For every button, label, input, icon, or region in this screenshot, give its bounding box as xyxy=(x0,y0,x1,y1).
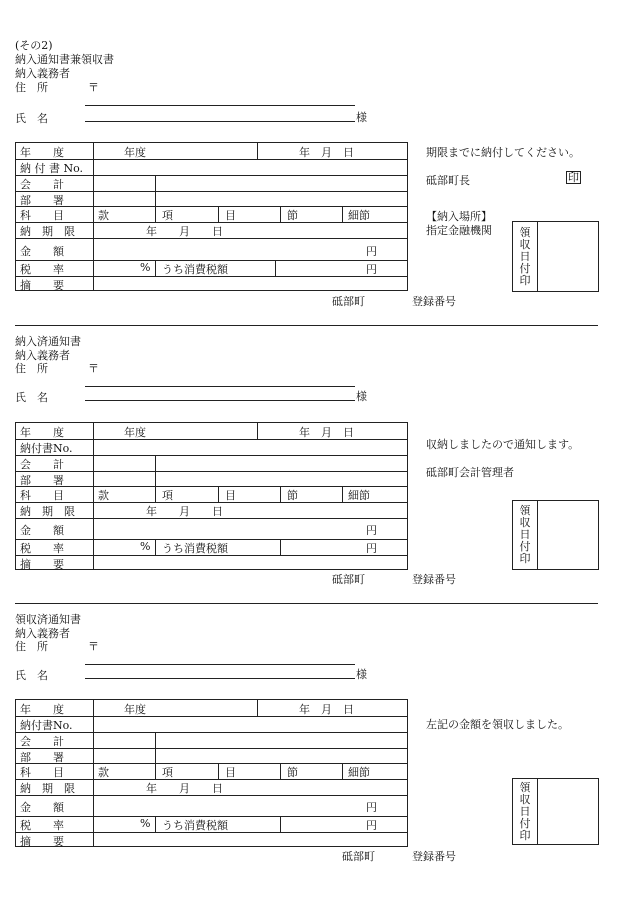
payer-label: 納入義務者 xyxy=(15,349,70,362)
yen-label: 円 xyxy=(366,524,377,537)
section1-title: 納入通知書兼領収書 xyxy=(15,53,114,66)
city-label: 砥部町 xyxy=(342,850,375,863)
stamp-char: 領 xyxy=(519,225,531,239)
name-label: 氏 名 xyxy=(15,112,48,125)
address-label: 住 所 xyxy=(15,81,48,94)
amount-label: 金 額 xyxy=(20,524,64,537)
subject-label: 科 目 xyxy=(20,209,64,222)
stamp-char: 付 xyxy=(519,816,531,830)
department-label: 部 署 xyxy=(20,194,64,207)
consumption-tax-label: うち消費税額 xyxy=(162,542,228,555)
deadline-date: 年 月 日 xyxy=(146,225,223,238)
part-label: (その2) xyxy=(15,39,53,52)
account-label: 会 計 xyxy=(20,178,64,191)
receipt-stamp-box xyxy=(512,778,599,845)
section-divider xyxy=(15,603,598,604)
account-label: 会 計 xyxy=(20,458,64,471)
stamp-char: 印 xyxy=(519,552,531,565)
kou-label: 項 xyxy=(162,766,173,779)
setsu-label: 節 xyxy=(287,489,298,502)
postal-mark: 〒 xyxy=(88,81,99,94)
yen-label: 円 xyxy=(366,263,377,276)
stamp-char: 収 xyxy=(519,237,531,251)
tax-rate-label: 税 率 xyxy=(20,819,64,832)
moku-label: 目 xyxy=(225,209,236,222)
percent-label: % xyxy=(140,540,151,553)
stamp-char: 収 xyxy=(519,792,531,806)
notice-no-label: 納付書No. xyxy=(20,442,73,455)
date-label: 年 月 日 xyxy=(299,146,354,159)
note-bank: 指定金融機関 xyxy=(426,224,492,237)
yen-label: 円 xyxy=(366,801,377,814)
year-value: 年度 xyxy=(124,146,146,159)
memo-label: 摘 要 xyxy=(20,835,64,848)
stamp-char: 日 xyxy=(519,249,531,263)
postal-mark: 〒 xyxy=(88,362,99,375)
deadline-label: 納 期 限 xyxy=(20,782,75,795)
city-label: 砥部町 xyxy=(332,295,365,308)
name-line xyxy=(85,121,355,122)
registration-label: 登録番号 xyxy=(412,573,456,586)
receipt-stamp-box xyxy=(512,500,599,570)
address-label: 住 所 xyxy=(15,640,48,653)
kan-label: 款 xyxy=(98,766,109,779)
memo-label: 摘 要 xyxy=(20,558,64,571)
kan-label: 款 xyxy=(98,209,109,222)
name-label: 氏 名 xyxy=(15,391,48,404)
saisetsu-label: 細節 xyxy=(348,766,370,779)
stamp-char: 領 xyxy=(519,780,531,794)
kou-label: 項 xyxy=(162,489,173,502)
year-label: 年 度 xyxy=(20,146,64,159)
yen-label: 円 xyxy=(366,542,377,555)
honorific: 様 xyxy=(356,390,367,403)
stamp-char: 印 xyxy=(519,828,531,842)
notice-no-label: 納 付 書 No. xyxy=(20,162,84,175)
stamp-char: 収 xyxy=(519,516,531,529)
year-value: 年度 xyxy=(124,703,146,716)
section2-title: 納入済通知書 xyxy=(15,335,81,348)
percent-label: % xyxy=(140,261,151,274)
section3-title: 領収済通知書 xyxy=(15,613,81,626)
stamp-char: 領 xyxy=(519,504,531,517)
notice-table-1 xyxy=(15,142,408,291)
percent-label: % xyxy=(140,817,151,830)
setsu-label: 節 xyxy=(287,209,298,222)
year-value: 年度 xyxy=(124,426,146,439)
amount-label: 金 額 xyxy=(20,801,64,814)
yen-label: 円 xyxy=(366,819,377,832)
name-line xyxy=(85,400,355,401)
notice-table-2 xyxy=(15,422,408,570)
kou-label: 項 xyxy=(162,209,173,222)
honorific: 様 xyxy=(356,111,367,124)
consumption-tax-label: うち消費税額 xyxy=(162,263,228,276)
address-label: 住 所 xyxy=(15,362,48,375)
address-line xyxy=(85,105,355,106)
name-label: 氏 名 xyxy=(15,669,48,682)
amount-label: 金 額 xyxy=(20,245,64,258)
saisetsu-label: 細節 xyxy=(348,209,370,222)
subject-label: 科 目 xyxy=(20,489,64,502)
note-payment-place: 【納入場所】 xyxy=(426,210,492,223)
setsu-label: 節 xyxy=(287,766,298,779)
seal-mark: 印 xyxy=(568,171,579,184)
note-accountant: 砥部町会計管理者 xyxy=(426,466,514,479)
receipt-stamp-box xyxy=(512,221,599,292)
notice-table-3 xyxy=(15,699,408,847)
tax-rate-label: 税 率 xyxy=(20,263,64,276)
note-deadline: 期限までに納付してください。 xyxy=(426,146,580,159)
note-mayor: 砥部町長 xyxy=(426,174,470,187)
honorific: 様 xyxy=(356,668,367,681)
department-label: 部 署 xyxy=(20,474,64,487)
consumption-tax-label: うち消費税額 xyxy=(162,819,228,832)
address-line xyxy=(85,386,355,387)
memo-label: 摘 要 xyxy=(20,279,64,292)
stamp-char: 日 xyxy=(519,528,531,541)
stamp-char: 付 xyxy=(519,261,531,275)
moku-label: 目 xyxy=(225,489,236,502)
moku-label: 目 xyxy=(225,766,236,779)
tax-rate-label: 税 率 xyxy=(20,542,64,555)
stamp-char: 印 xyxy=(519,273,531,287)
note-received: 収納しましたので通知します。 xyxy=(426,438,580,451)
note-receipt-confirm: 左記の金額を領収しました。 xyxy=(426,718,569,731)
notice-no-label: 納付書No. xyxy=(20,719,73,732)
section-divider xyxy=(15,325,598,326)
stamp-char: 日 xyxy=(519,804,531,818)
saisetsu-label: 細節 xyxy=(348,489,370,502)
yen-label: 円 xyxy=(366,245,377,258)
subject-label: 科 目 xyxy=(20,766,64,779)
year-label: 年 度 xyxy=(20,426,64,439)
registration-label: 登録番号 xyxy=(412,850,456,863)
registration-label: 登録番号 xyxy=(412,295,456,308)
department-label: 部 署 xyxy=(20,751,64,764)
deadline-label: 納 期 限 xyxy=(20,225,75,238)
payer-label: 納入義務者 xyxy=(15,627,70,640)
city-label: 砥部町 xyxy=(332,573,365,586)
year-label: 年 度 xyxy=(20,703,64,716)
date-label: 年 月 日 xyxy=(299,426,354,439)
deadline-label: 納 期 限 xyxy=(20,505,75,518)
address-line xyxy=(85,664,355,665)
date-label: 年 月 日 xyxy=(299,703,354,716)
account-label: 会 計 xyxy=(20,735,64,748)
kan-label: 款 xyxy=(98,489,109,502)
name-line xyxy=(85,678,355,679)
payer-label: 納入義務者 xyxy=(15,67,70,80)
deadline-date: 年 月 日 xyxy=(146,782,223,795)
deadline-date: 年 月 日 xyxy=(146,505,223,518)
postal-mark: 〒 xyxy=(88,640,99,653)
stamp-char: 付 xyxy=(519,540,531,553)
